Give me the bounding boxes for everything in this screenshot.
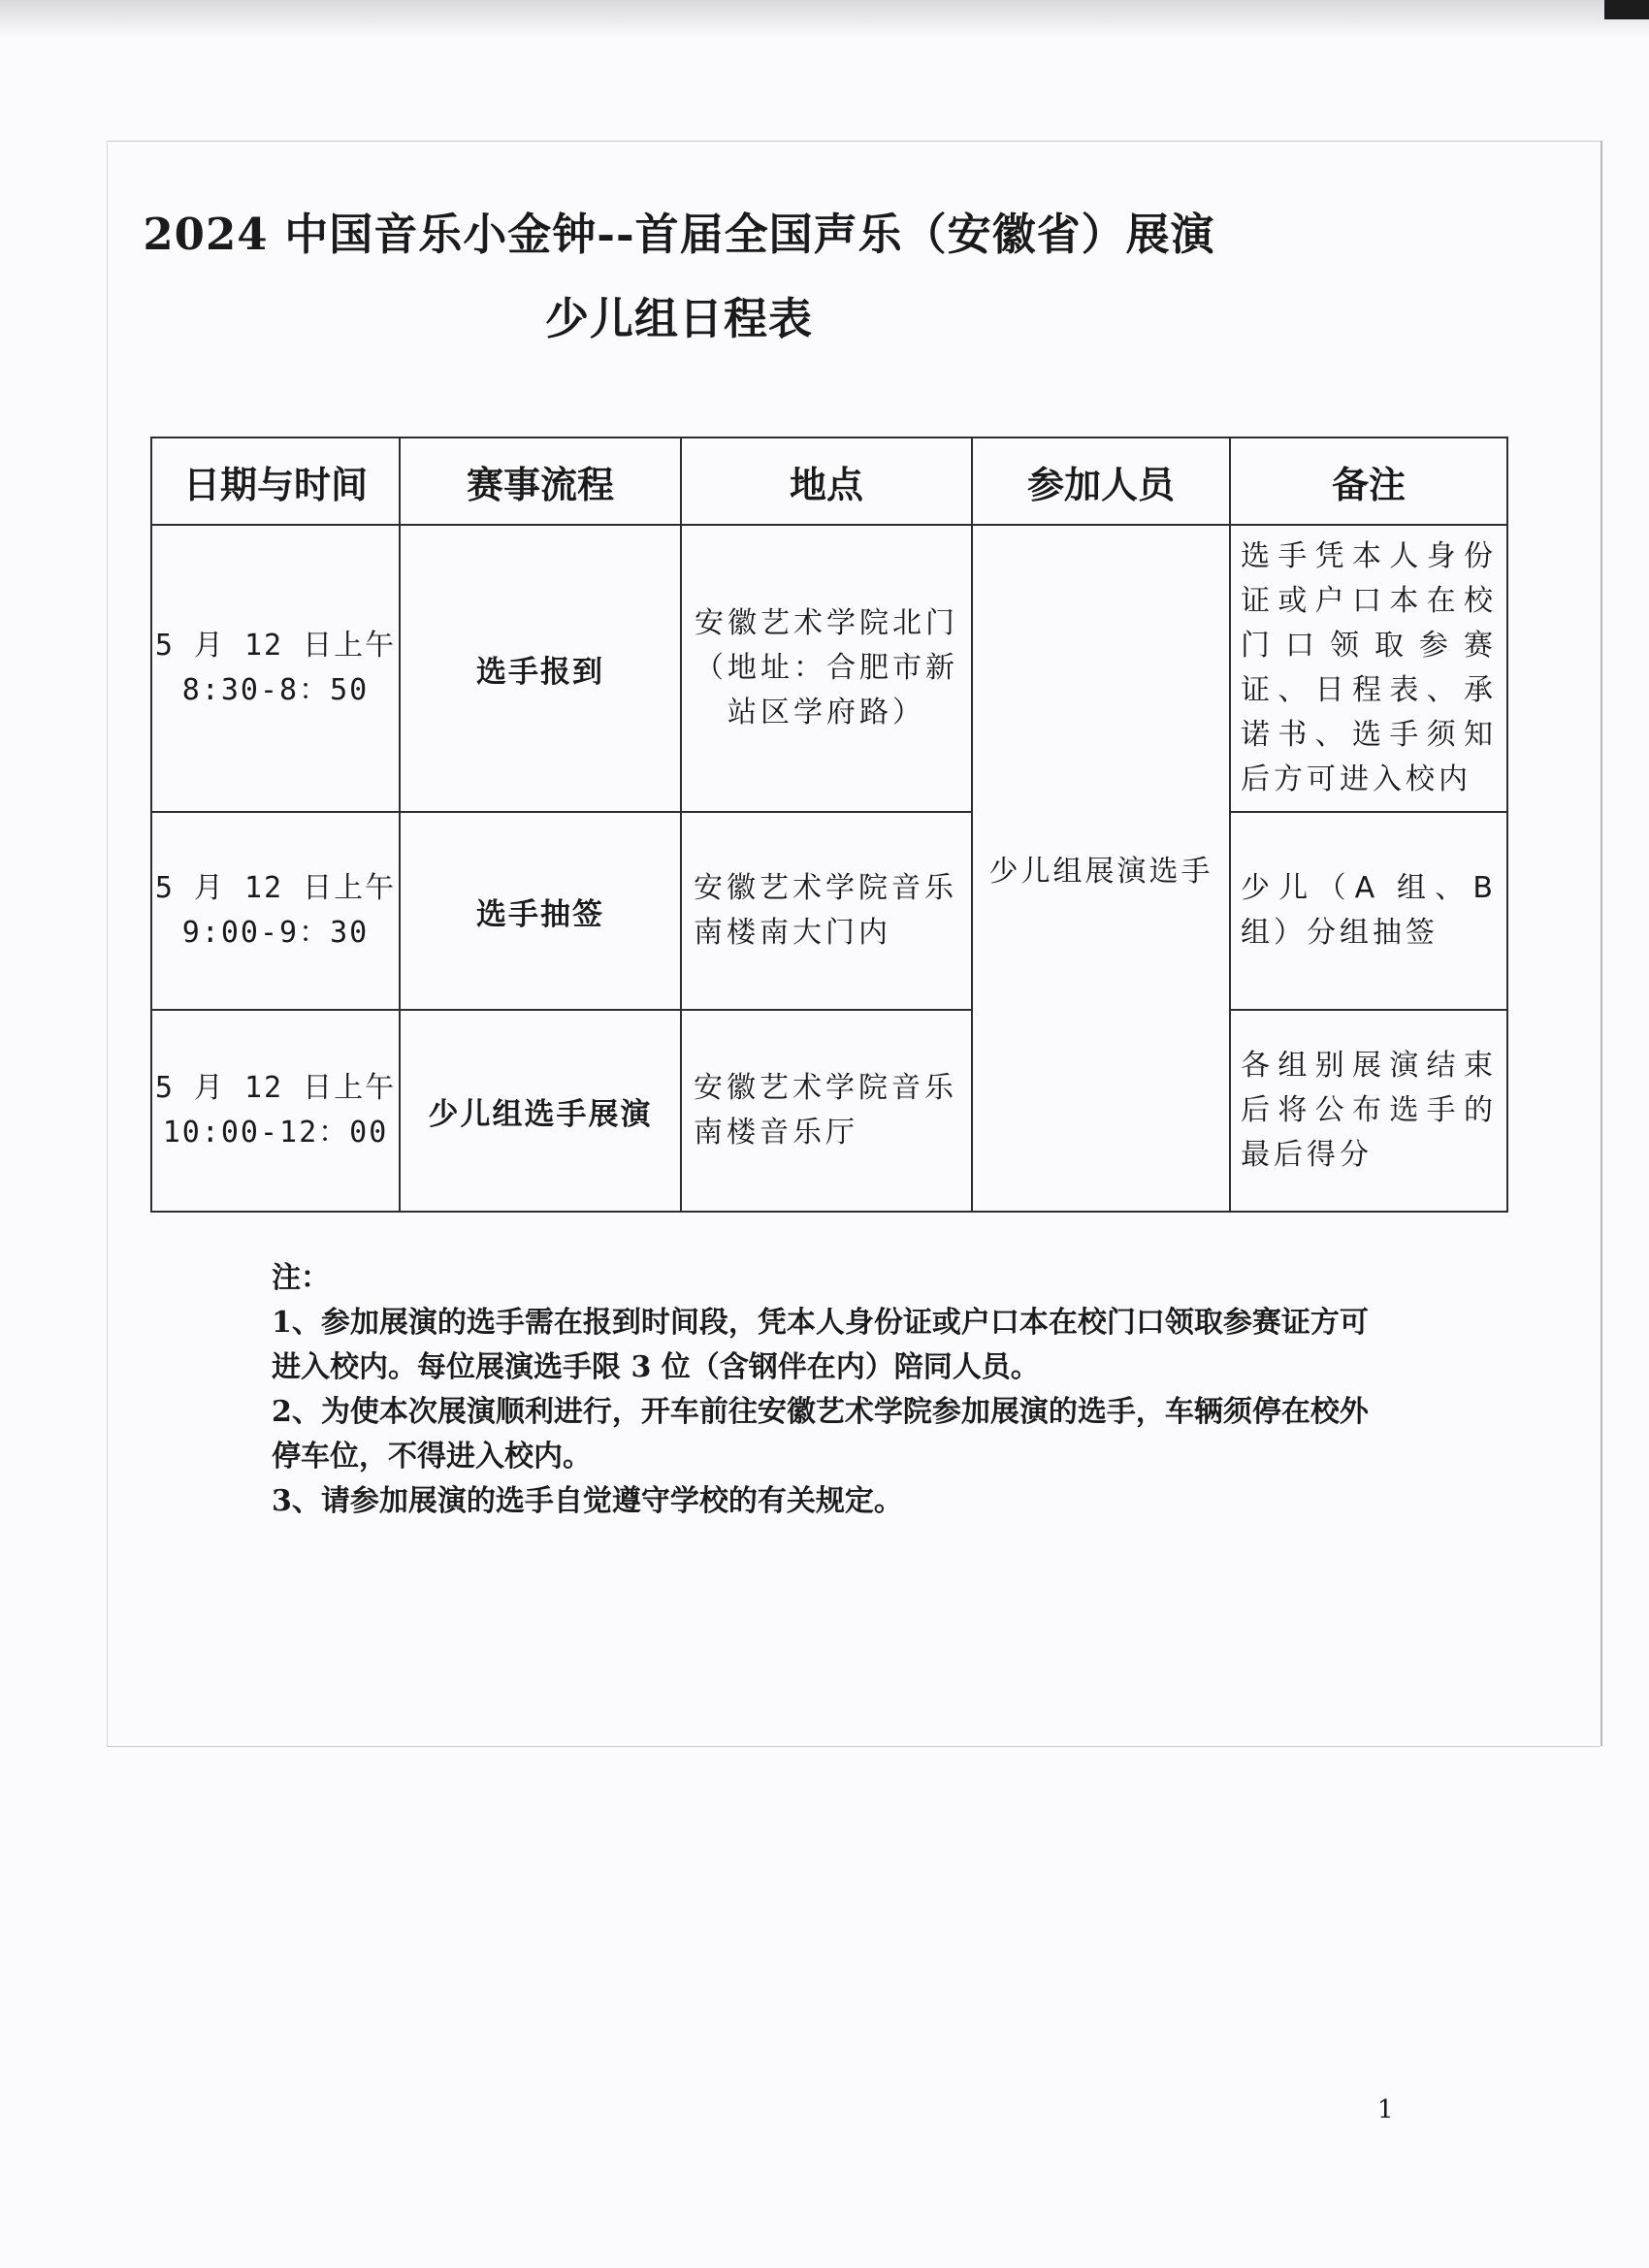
row-date-time [151,1010,400,1212]
row-date: 5 月 12 日上午 [154,629,397,663]
page-border-right [1600,141,1602,1746]
header-notes: 备注 [1230,437,1507,525]
row-time: 8:30-8：50 [181,673,370,707]
table-row [151,1010,1507,1212]
row-date: 5 月 12 日上午 [154,871,397,905]
scan-edge-mark [1604,0,1649,19]
participants-cell: 少儿组展演选手 [972,525,1230,1212]
row-process: 选手抽签 [400,812,681,1010]
note-item-1: 1、参加展演的选手需在报到时间段，凭本人身份证或户口本在校门口领取参赛证方可进入校内。每位展演选手限 3 位（含钢伴在内）陪同人员。 [272,1306,1369,1384]
header-date-time: 日期与时间 [151,437,400,525]
page-border-bottom [107,1746,1600,1747]
schedule-table [150,437,1508,1213]
page-border-top [107,141,1600,142]
header-participants: 参加人员 [972,437,1230,525]
table-row [151,525,1507,812]
row-process: 少儿组选手展演 [400,1010,681,1212]
row-note: 少儿（A 组、B 组）分组抽签 [1230,812,1507,1010]
notes-section [272,1256,1397,1524]
notes-heading: 注： [272,1261,330,1295]
row-note: 选手凭本人身份证或户口本在校门口领取参赛证、日程表、承诺书、选手须知后方可进入校内 [1230,525,1507,812]
header-process: 赛事流程 [400,437,681,525]
row-date-time [151,812,400,1010]
row-time: 9:00-9：30 [181,916,370,950]
note-item-2: 2、为使本次展演顺利进行，开车前往安徽艺术学院参加展演的选手，车辆须停在校外停车位，不得进入校内。 [272,1395,1369,1474]
document-subtitle: 少儿组日程表 [544,293,813,344]
table-header-row [151,437,1507,525]
row-date-time [151,525,400,812]
scan-shadow [0,0,1649,39]
header-location: 地点 [681,437,972,525]
page-border-left [107,141,108,1746]
row-location: 安徽艺术学院北门（地址：合肥市新站区学府路） [681,525,972,812]
page-number: 1 [1377,2095,1394,2124]
row-date: 5 月 12 日上午 [154,1071,397,1105]
row-location: 安徽艺术学院音乐南楼音乐厅 [681,1010,972,1212]
row-note: 各组别展演结束后将公布选手的最后得分 [1230,1010,1507,1212]
row-time: 10:00-12：00 [162,1116,389,1150]
row-process: 选手报到 [400,525,681,812]
document-title: 2024 中国音乐小金钟--首届全国声乐（安徽省）展演 [143,209,1215,260]
table-row [151,812,1507,1010]
row-location: 安徽艺术学院音乐南楼南大门内 [681,812,972,1010]
note-item-3: 3、请参加展演的选手自觉遵守学校的有关规定。 [272,1484,903,1518]
